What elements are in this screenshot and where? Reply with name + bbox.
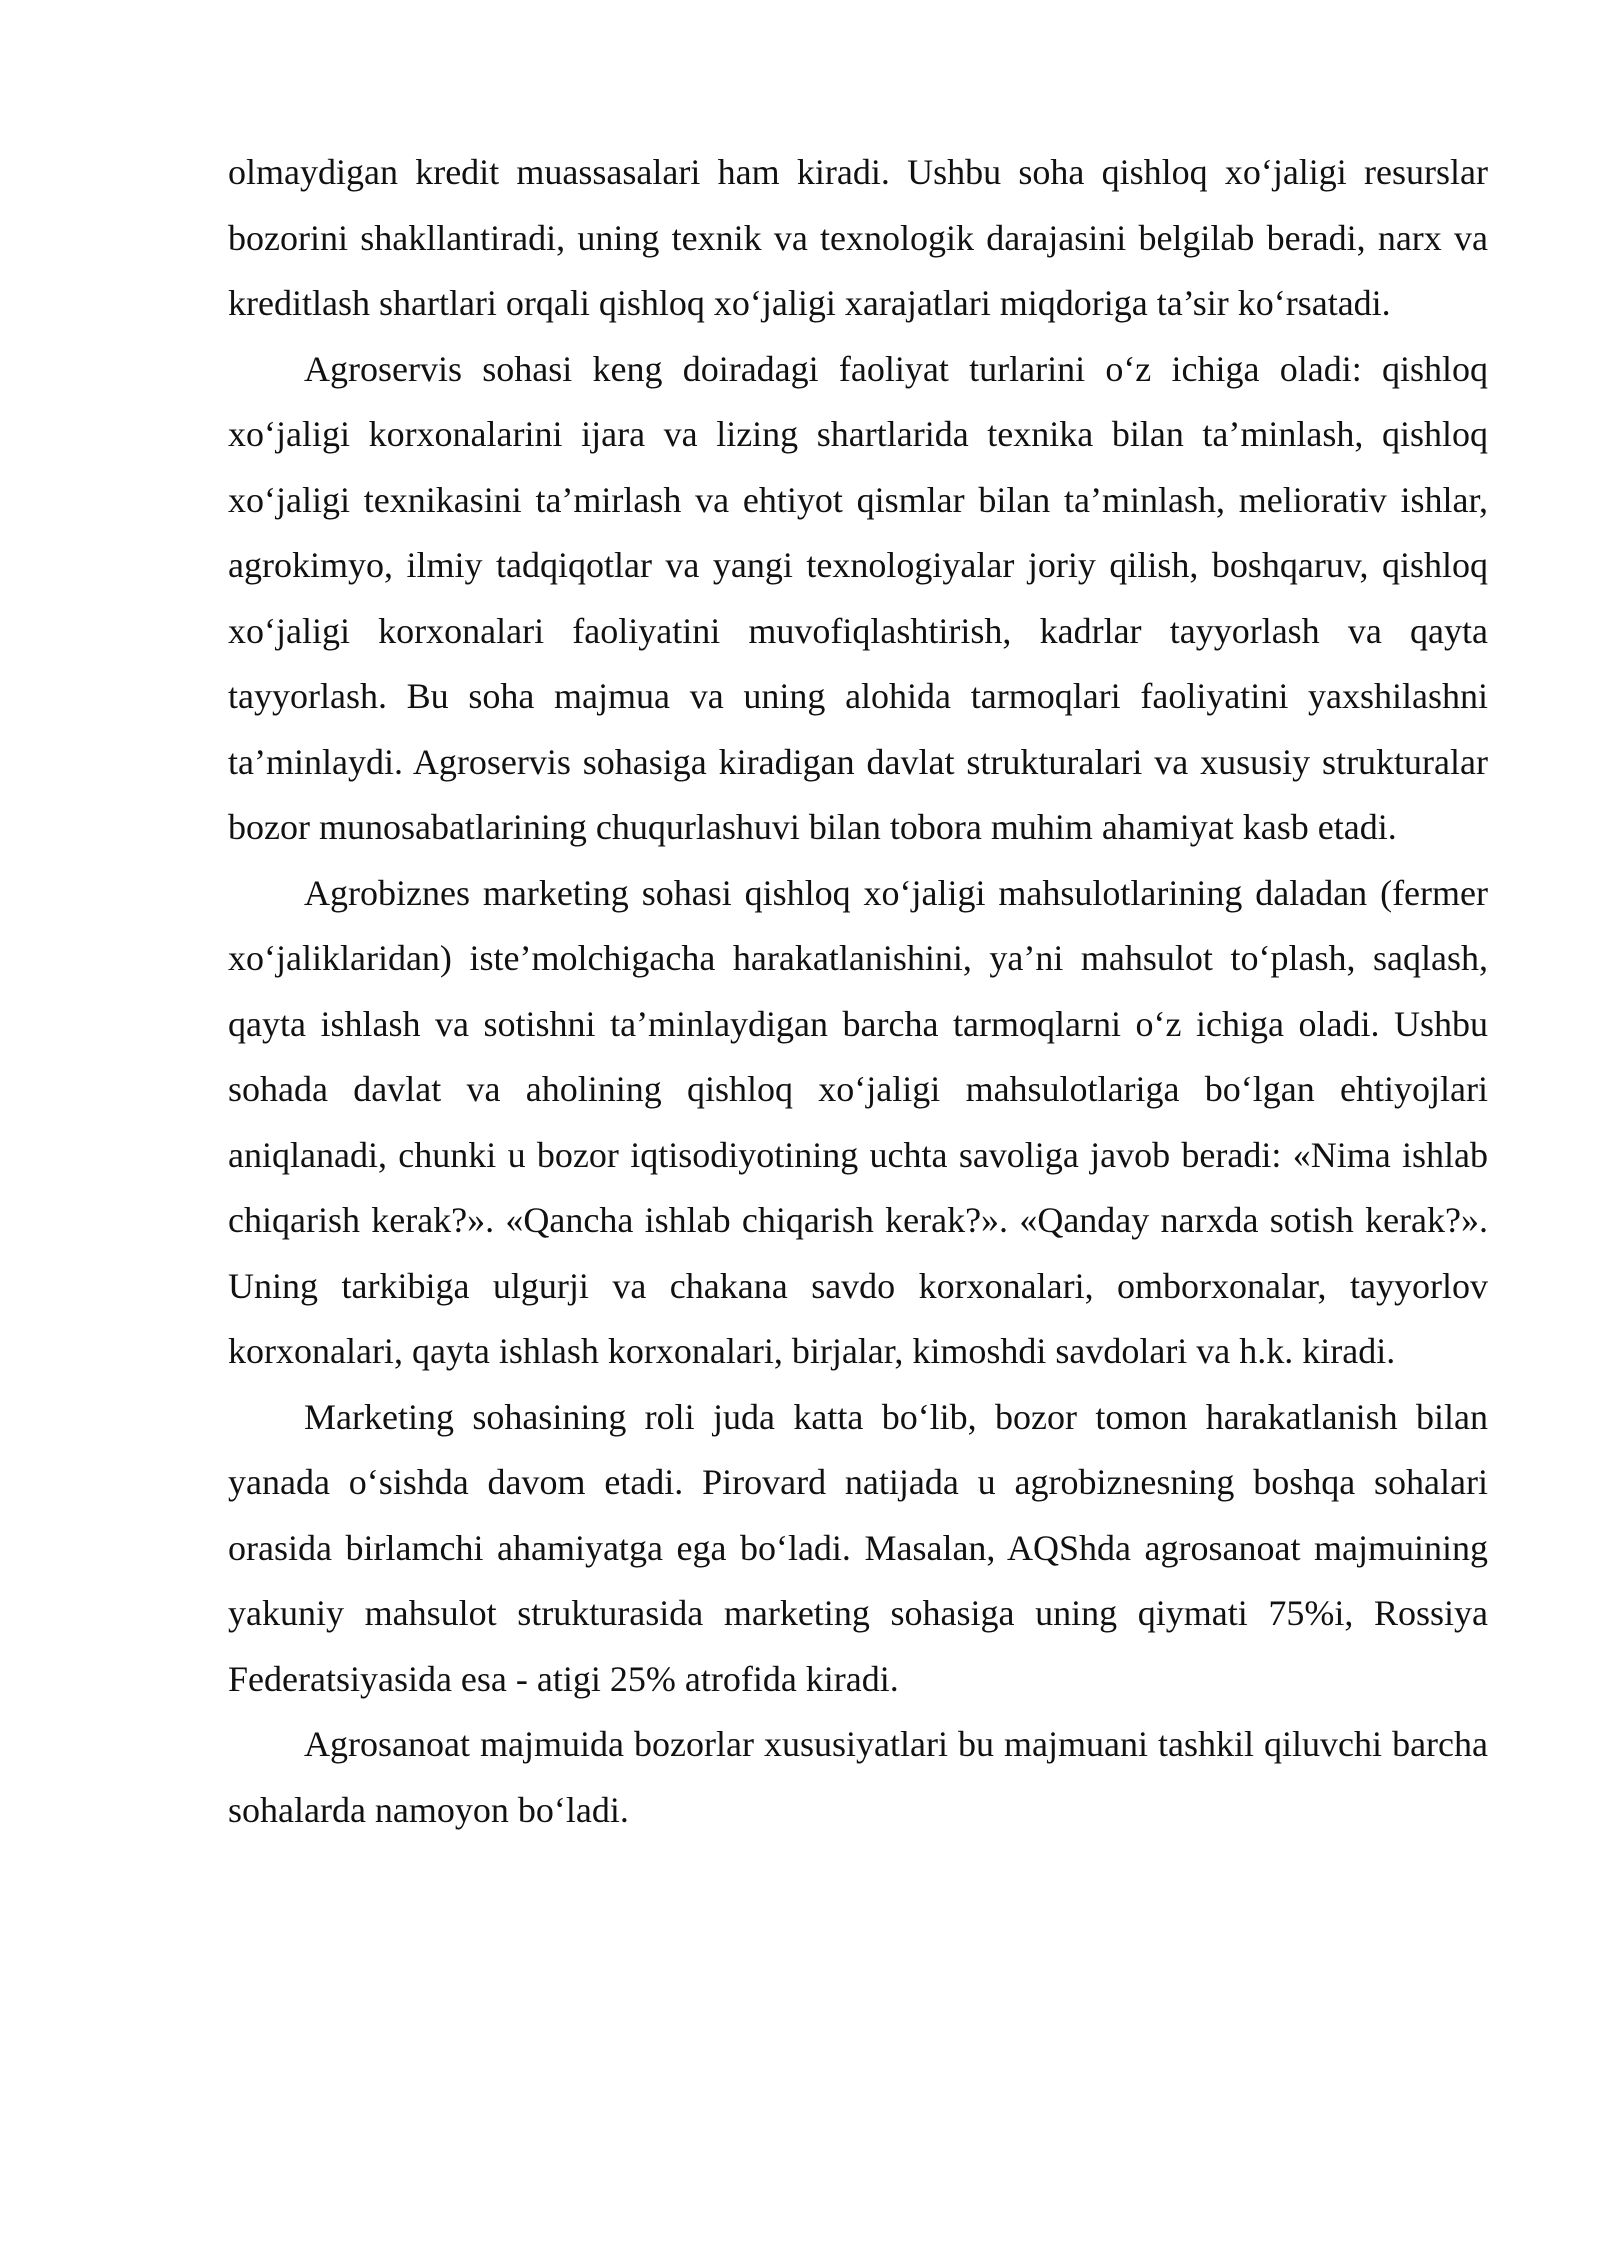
paragraph-agrosanoat-markets: Agrosanoat majmuida bozorlar xususiyatlari bu majmuani tashkil qiluvchi barcha sohalarda namoyon bo‘ladi.	[228, 1724, 1488, 1830]
paragraph-continuation: olmaydigan kredit muassasalari ham kiradi. Ushbu soha qishloq xo‘jaligi resurslar bozorini shakllantiradi, uning texnik va texnologik darajasini belgilab beradi, narx va kreditlash shartlari orqali qishloq xo‘jaligi xarajatlari miqdoriga ta’sir ko‘rsatadi.	[228, 152, 1488, 323]
paragraph-agroservis: Agroservis sohasi keng doiradagi faoliyat turlarini o‘z ichiga oladi: qishloq xo‘jaligi korxonalarini ijara va lizing shartlarida texnika bilan ta’minlash, qishloq xo‘jaligi texnikasini ta’mirlash va ehtiyot qismlar bilan ta’minlash, meliorativ ishlar, agrokimyo, ilmiy tadqiqotlar va yangi texnologiyalar joriy qilish, boshqaruv, qishloq xo‘jaligi korxonalari faoliyatini muvofiqlashtirish, kadrlar tayyorlash va qayta tayyorlash. Bu soha majmua va uning alohida tarmoqlari faoliyatini yaxshilashni ta’minlaydi. Agroservis sohasiga kiradigan davlat strukturalari va xususiy strukturalar bozor munosabatlarining chuqurlashuvi bilan tobora muhim ahamiyat kasb etadi.	[228, 348, 1488, 847]
paragraph-marketing-role: Marketing sohasining roli juda katta bo‘lib, bozor tomon harakatlanish bilan yanada o‘sishda davom etadi. Pirovard natijada u agrobiznesning boshqa sohalari orasida birlamchi ahamiyatga ega bo‘ladi. Masalan, AQShda agrosanoat majmuining yakuniy mahsulot strukturasida marketing sohasiga uning qiymati 75%i, Rossiya Federatsiyasida esa - atigi 25% atrofida kiradi.	[228, 1396, 1488, 1699]
paragraph-agrobiznes-marketing: Agrobiznes marketing sohasi qishloq xo‘jaligi mahsulotlarining daladan (fermer xo‘jaliklaridan) iste’molchigacha harakatlanishini, ya’ni mahsulot to‘plash, saqlash, qayta ishlash va sotishni ta’minlaydigan barcha tarmoqlarni o‘z ichiga oladi. Ushbu sohada davlat va aholining qishloq xo‘jaligi mahsulotlariga bo‘lgan ehtiyojlari aniqlanadi, chunki u bozor iqtisodiyotining uchta savoliga javob beradi: «Nima ishlab chiqarish kerak?». «Qancha ishlab chiqarish kerak?». «Qanday narxda sotish kerak?». Uning tarkibiga ulgurji va chakana savdo korxonalari, omborxonalar, tayyorlov korxonalari, qayta ishlash korxonalari, birjalar, kimoshdi savdolari va h.k. kiradi.	[228, 872, 1488, 1371]
document-body	[228, 140, 1488, 1843]
